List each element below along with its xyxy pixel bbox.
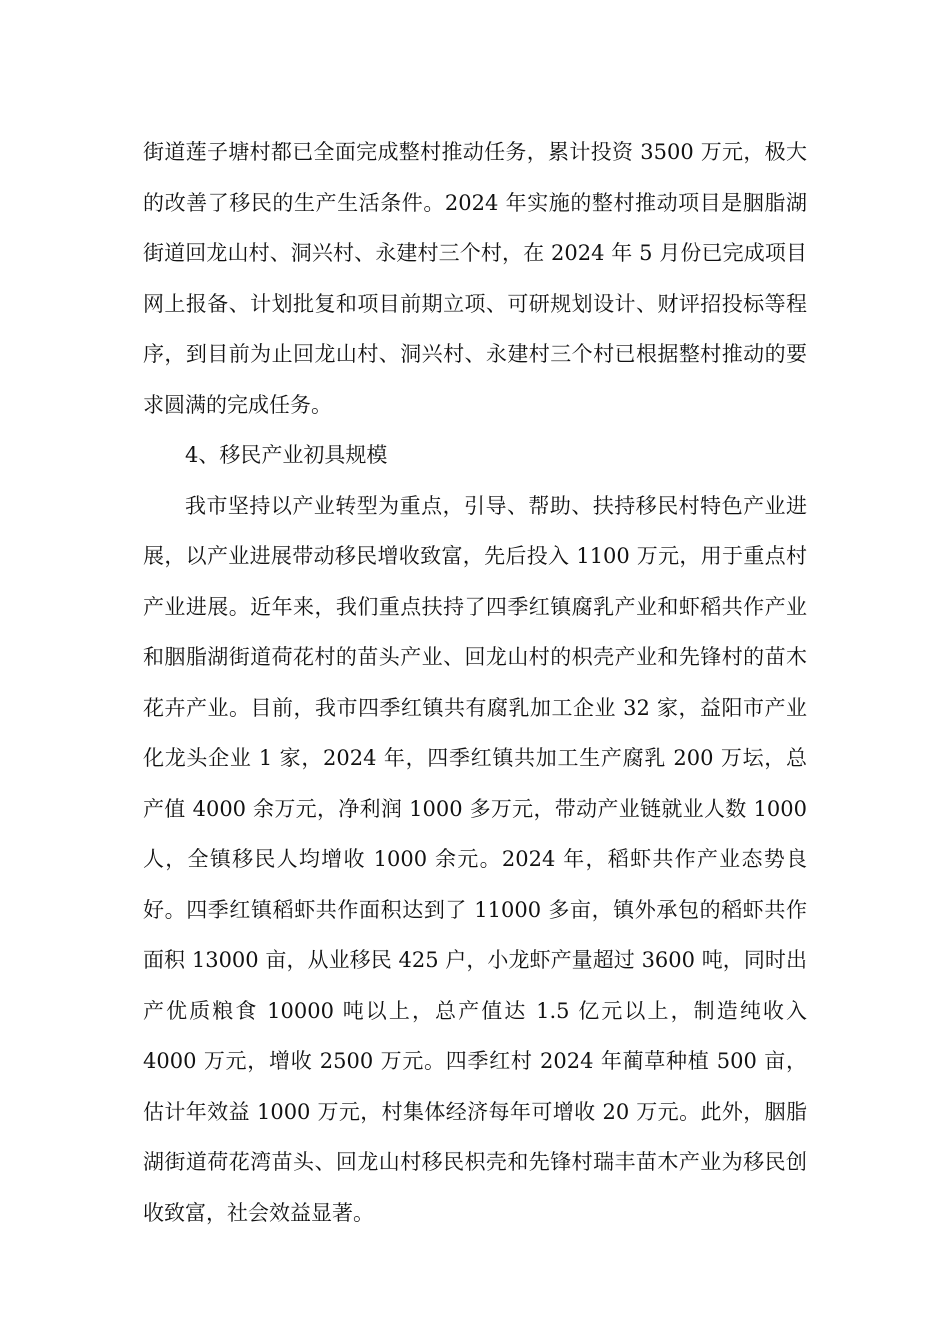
paragraph-industry-scale: 我市坚持以产业转型为重点，引导、帮助、扶持移民村特色产业进展，以产业进展带动移民增收致富，先后投入 1100 万元，用于重点村产业进展。近年来，我们重点扶持了四季红镇腐乳产业和虾稻共作产业和胭脂湖街道荷花村的苗头产业、回龙山村的枳壳产业和先锋村的苗木花卉产业。目前，我市四季红镇共有腐乳加工企业 32 家，益阳市产业化龙头企业 1 家，2024 年，四季红镇共加工生产腐乳 200 万坛，总产值 4000 余万元，净利润 1000 多万元，带动产业链就业人数 1000 人，全镇移民人均增收 1000 余元。2024 年，稻虾共作产业态势良好。四季红镇稻虾共作面积达到了 11000 多亩，镇外承包的稻虾共作面积 13000 亩，从业移民 425 户，小龙虾产量超过 3600 吨，同时出产优质粮食 10000 吨以上，总产值达 1.5 亿元以上，制造纯收入 4000 万元，增收 2500 万元。四季红村 2024 年蔺草种植 500 亩，估计年效益 1000 万元，村集体经济每年可增收 20 万元。此外，胭脂湖街道荷花湾苗头、回龙山村移民枳壳和先锋村瑞丰苗木产业为移民创收致富，社会效益显著。 [143, 493, 807, 1225]
document-body [143, 127, 807, 1238]
section-heading-industry: 4、移民产业初具规模 [185, 443, 388, 467]
paragraph-village-progress: 街道莲子塘村都已全面完成整村推动任务，累计投资 3500 万元，极大的改善了移民的生产生活条件。2024 年实施的整村推动项目是胭脂湖街道回龙山村、洞兴村、永建村三个村，在 2024 年 5 月份已完成项目网上报备、计划批复和项目前期立项、可研规划设计、财评招投标等程序，到目前为止回龙山村、洞兴村、永建村三个村已根据整村推动的要求圆满的完成任务。 [143, 140, 807, 417]
